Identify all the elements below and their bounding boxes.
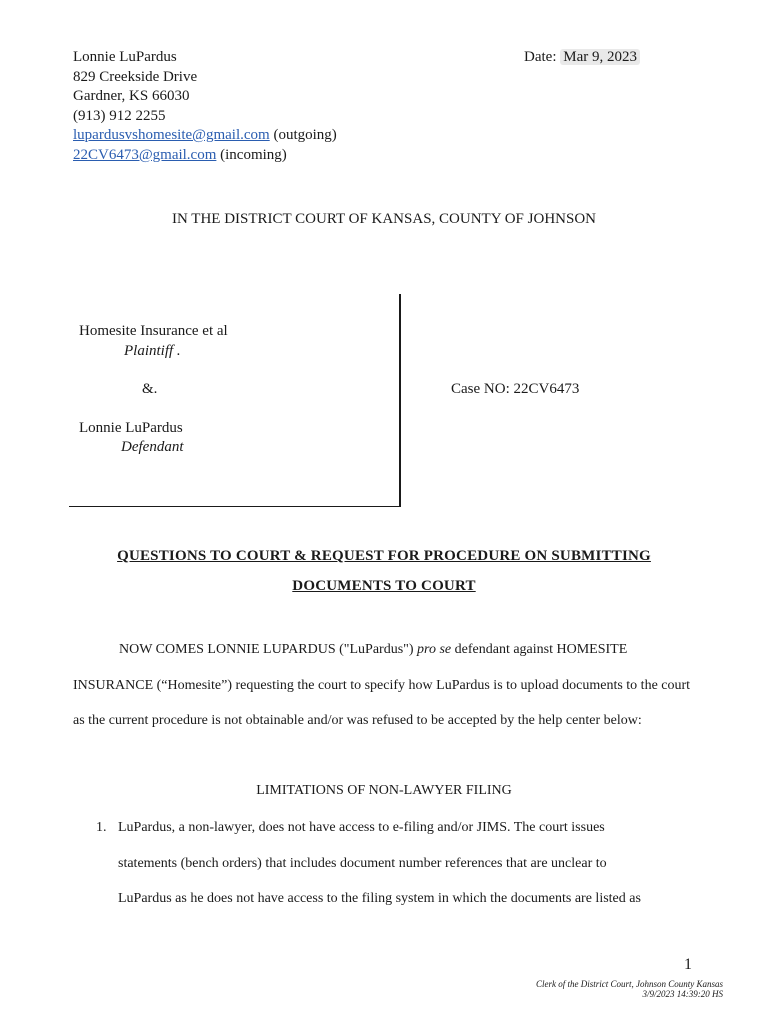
list-item-line: statements (bench orders) that includes document number references that are unclear to — [118, 855, 607, 871]
date-field[interactable]: Mar 9, 2023 — [560, 49, 640, 65]
court-title: IN THE DISTRICT COURT OF KANSAS, COUNTY OF JOHNSON — [171, 211, 596, 227]
sender-email-outgoing-row — [73, 126, 337, 146]
page-number: 1 — [684, 956, 692, 973]
list-item-line: LuPardus, a non-lawyer, does not have access to e-filing and/or JIMS. The court issues — [118, 820, 605, 835]
clerk-stamp-line1: Clerk of the District Court, Johnson County Kansas — [535, 979, 723, 989]
date-line — [524, 48, 640, 68]
clerk-stamp — [536, 979, 723, 999]
intro-part1: NOW COMES LONNIE LUPARDUS ("LuPardus") — [119, 642, 418, 657]
plaintiff-name: Homesite Insurance et al — [79, 323, 228, 339]
email-incoming-link[interactable]: 22CV6473@gmail.com — [73, 146, 217, 163]
email-incoming-note: (incoming) — [220, 146, 287, 163]
intro-part2: defendant against HOMESITE INSURANCE (“Homesite”) requesting the court to specify how LuPardus is to upload documents to the court as the current procedure is not obtainable and/or was refused to be accepted by the help center below: — [73, 642, 691, 729]
document-title-line1: QUESTIONS TO COURT & REQUEST FOR PROCEDURE ON SUBMITTING — [117, 548, 651, 564]
sender-street: 829 Creekside Drive — [73, 68, 198, 85]
clerk-stamp-line2: 3/9/2023 14:39:20 HS — [642, 989, 723, 999]
sender-block — [73, 48, 337, 165]
defendant-name: Lonnie LuPardus — [79, 420, 183, 436]
list-item-number: 1. — [96, 820, 107, 835]
intro-paragraph — [73, 632, 693, 739]
section-heading: LIMITATIONS OF NON-LAWYER FILING — [256, 783, 512, 798]
document-title-line2: DOCUMENTS TO COURT — [292, 578, 476, 594]
intro-italic: pro se — [417, 642, 452, 657]
list-item-line: LuPardus as he does not have access to the filing system in which the documents are listed as — [118, 891, 641, 907]
case-number: Case NO: 22CV6473 — [451, 381, 580, 397]
defendant-role: Defendant — [121, 439, 184, 455]
email-outgoing-link[interactable]: lupardusvshomesite@gmail.com — [73, 127, 270, 143]
sender-name: Lonnie LuPardus — [73, 49, 177, 65]
sender-city: Gardner, KS 66030 — [73, 88, 190, 104]
plaintiff-role: Plaintiff . — [124, 343, 181, 359]
sender-phone: (913) 912 2255 — [73, 107, 166, 124]
sender-email-incoming-row — [73, 146, 337, 166]
email-outgoing-note: (outgoing) — [273, 127, 337, 143]
list-item-text — [118, 810, 688, 917]
date-label: Date: — [524, 49, 557, 65]
caption-conjunction: &. — [142, 381, 158, 397]
